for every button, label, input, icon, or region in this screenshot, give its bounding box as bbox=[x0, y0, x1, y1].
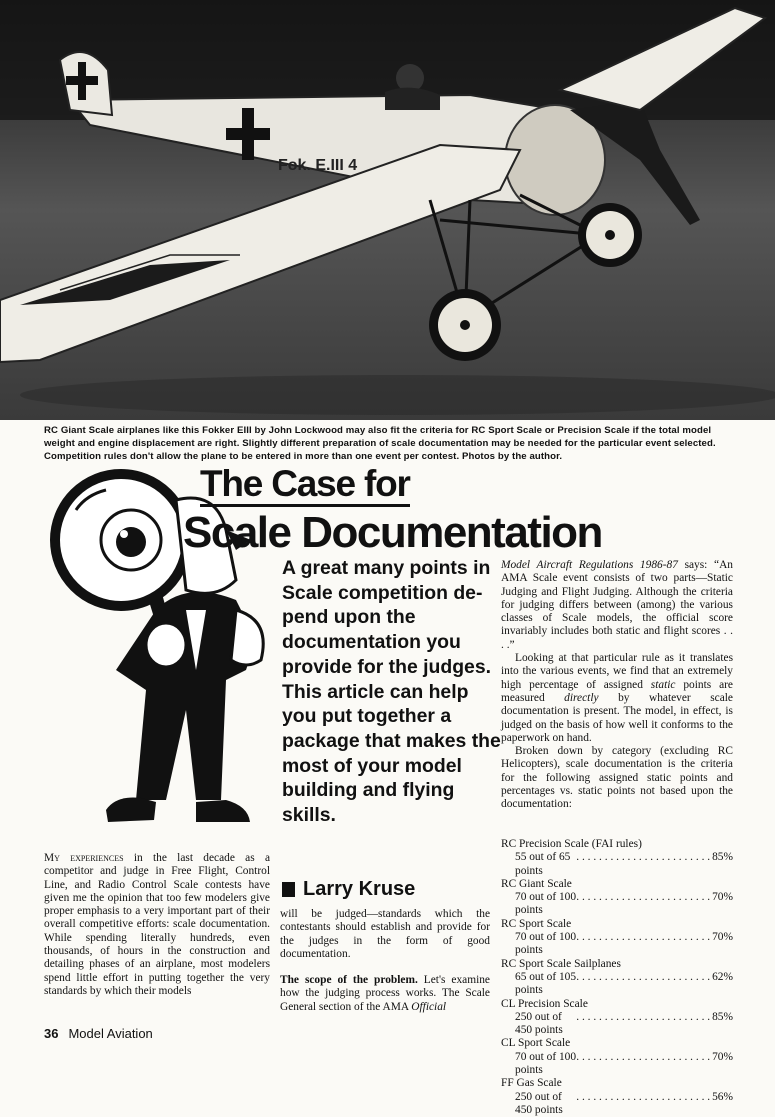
stat-percent: 85% bbox=[712, 1010, 733, 1023]
stat-percent: 56% bbox=[712, 1090, 733, 1103]
column-3 bbox=[501, 559, 733, 812]
col3-paragraph-2 bbox=[501, 652, 733, 745]
photo-caption: RC Giant Scale airplanes like this Fokker EIII by John Lockwood may also fit the criteria for RC Sport Scale or Precision Scale if the total model weight and engine displacement are right. Slightly different preparation of scale documentation may be needed for the particular event selected. Competition rules don't allow the plane to be entered in more than one event per contest. Photos by the author. bbox=[44, 425, 716, 463]
list-item bbox=[501, 958, 733, 998]
stat-points: 250 out of 450 points bbox=[515, 1010, 563, 1037]
col1-paragraph bbox=[44, 852, 270, 998]
stat-row bbox=[515, 891, 733, 918]
scale-points-list bbox=[501, 838, 733, 1117]
list-item bbox=[501, 1037, 733, 1077]
stat-category: CL Sport Scale bbox=[501, 1037, 571, 1050]
stat-row bbox=[515, 971, 733, 998]
stat-percent: 62% bbox=[712, 970, 733, 983]
stat-category: FF Gas Scale bbox=[501, 1077, 562, 1090]
stat-row bbox=[515, 851, 733, 878]
stat-points: 70 out of 100 points bbox=[515, 931, 577, 957]
stat-category: RC Giant Scale bbox=[501, 877, 572, 890]
dot-leader: . . . . . . . . . . . . . . . . . . . . . . . . bbox=[576, 891, 711, 904]
article-title-line2: Scale Documentation bbox=[183, 508, 602, 557]
stat-row bbox=[515, 1051, 733, 1078]
stat-percent: 70% bbox=[712, 891, 733, 904]
dot-leader: . . . . . . . . . . . . . . . . . . . . . . . . bbox=[576, 931, 711, 944]
stat-points: 70 out of 100 points bbox=[515, 1050, 577, 1077]
stat-category: RC Sport Scale Sailplanes bbox=[501, 957, 621, 970]
col2-paragraph-2 bbox=[280, 974, 490, 1014]
stat-row bbox=[515, 931, 733, 958]
article-photo bbox=[0, 0, 775, 420]
col2-subhead: The scope of the problem. bbox=[280, 974, 418, 987]
list-item bbox=[501, 998, 733, 1038]
stat-percent: 70% bbox=[712, 1050, 733, 1063]
stat-points: 250 out of 450 points bbox=[515, 1090, 563, 1116]
col1-lead: My experiences bbox=[44, 852, 124, 864]
stat-percent: 85% bbox=[712, 851, 733, 864]
stat-points: 65 out of 105 points bbox=[515, 970, 577, 997]
col2-para2-text: Let's examine how the judging process works. The Scale General section of the AMA bbox=[280, 974, 490, 1013]
col2-para2-italic: Official bbox=[411, 1000, 447, 1013]
list-item bbox=[501, 918, 733, 958]
column-2 bbox=[280, 908, 490, 1014]
col3-p2-b: points are measured bbox=[501, 678, 733, 704]
stat-points: 70 out of 100 points bbox=[515, 891, 577, 917]
author-name: Larry Kruse bbox=[303, 878, 416, 900]
article-deck: A great many points in Scale competition de-pend upon the documentation you provide for the judges. This article can help you put together a package that makes the most of your model building and flying skills. bbox=[282, 557, 501, 827]
col3-p2-directly: directly bbox=[564, 691, 599, 704]
stat-points: 55 out of 65 points bbox=[515, 851, 571, 877]
page-footer bbox=[44, 1026, 153, 1041]
stat-row bbox=[515, 1011, 733, 1038]
stat-percent: 70% bbox=[712, 931, 733, 944]
airplane-illustration bbox=[0, 0, 775, 420]
article-title-line1: The Case for bbox=[200, 464, 410, 507]
dot-leader: . . . . . . . . . . . . . . . . . . . . . . . . bbox=[576, 1050, 711, 1063]
dot-leader: . . . . . . . . . . . . . . . . . . . . . . . . bbox=[576, 970, 711, 983]
col3-p2-static: static bbox=[650, 678, 676, 691]
list-item bbox=[501, 878, 733, 918]
col1-text: in the last decade as a competitor and judge in Free Flight, Control Line, and Radio Control Scale contests have given me the opinion that too few modelers give proper emphasis to a very important part of their overall competitive efforts: scale documentation. While spending literally hundreds, even thousands, of hours in the construction and detailing phases of an airplane, most modelers spend little effort in putting together the very standards by which their models bbox=[44, 852, 270, 997]
fuselage-marking: Fok. E.III 4 bbox=[278, 157, 358, 174]
dot-leader: . . . . . . . . . . . . . . . . . . . . . . . . bbox=[576, 1010, 711, 1023]
col3-p2-a: Looking at that particular rule as it translates into the various events, we find that an extremely high percentage of assigned bbox=[501, 652, 733, 691]
byline bbox=[282, 878, 415, 901]
col3-paragraph-1 bbox=[501, 559, 733, 652]
stat-category: CL Precision Scale bbox=[501, 997, 588, 1010]
col3-paragraph-3: Broken down by category (excluding RC Helicopters), scale documentation is the criteria for the following assigned static points and percentages vs. static points not based upon the documentation: bbox=[501, 745, 733, 811]
list-item bbox=[501, 838, 733, 878]
col3-p2-c: by whatever scale documentation is present. The model, in effect, is judged on the basis of how well it conforms to the paperwork on hand. bbox=[501, 691, 733, 744]
col3-p1-italic: Model Aircraft Regulations 1986-87 bbox=[501, 559, 678, 571]
stat-category: RC Sport Scale bbox=[501, 917, 572, 930]
magazine-name: Model Aviation bbox=[68, 1026, 153, 1041]
byline-bullet-icon bbox=[282, 882, 295, 897]
list-item bbox=[501, 1077, 733, 1117]
stat-category: RC Precision Scale (FAI rules) bbox=[501, 838, 642, 850]
dot-leader: . . . . . . . . . . . . . . . . . . . . . . . . bbox=[576, 1090, 711, 1103]
col3-p1-text: says: “An AMA Scale event consists of two parts—Static Judging and Flight Judging. Although the criteria for judging differs between (among) the various classes of Scale models, the official score invariably includes both static and flight scores . . . .” bbox=[501, 559, 733, 651]
dot-leader: . . . . . . . . . . . . . . . . . . . . . . . . bbox=[576, 851, 711, 864]
column-1 bbox=[44, 852, 270, 998]
col2-paragraph-1: will be judged—standards which the contestants should establish and provide for the judges in the form of good documentation. bbox=[280, 908, 490, 960]
stat-row bbox=[515, 1091, 733, 1117]
page-number: 36 bbox=[44, 1026, 59, 1041]
